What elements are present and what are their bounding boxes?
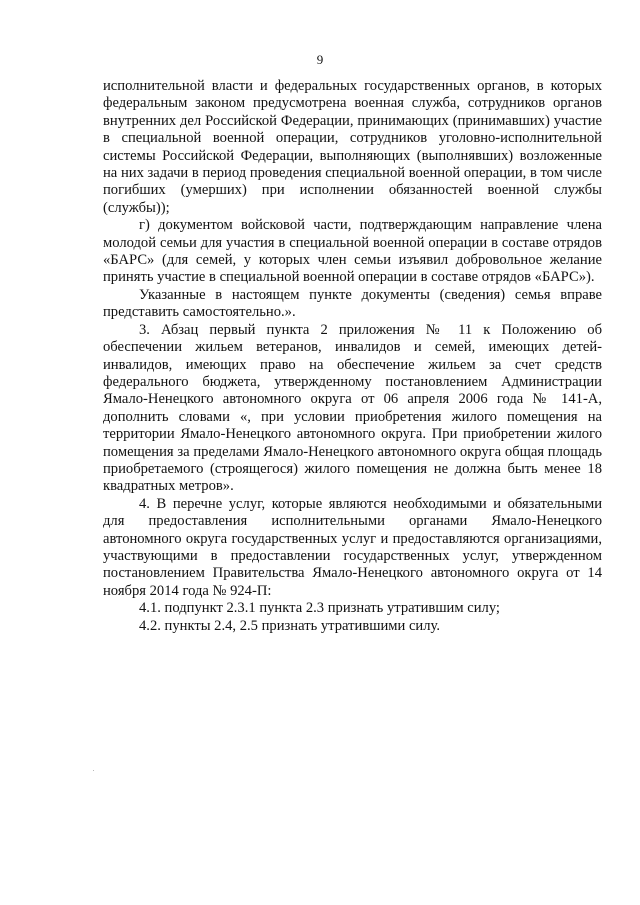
paragraph-item-4-2: 4.2. пункты 2.4, 2.5 признать утратившими силу. — [139, 617, 441, 634]
paragraph-item-3: 3. Абзац первый пункта 2 приложения № 11 к Положению об обеспечении жильем ветеранов, инвалидов и семей, имеющих детей-инвалидов, имеющих право на обеспечение жильем за счет средств федерального бюджета, утвержденному постановлением Администрации Ямало-Ненецкого автономного округа от 06 апреля 2006 года № 141-А, дополнить словами «, при условии приобретения жилого помещения на территории Ямало-Ненецкого автономного округа. При приобретении жилого помещения за пределами Ямало-Ненецкого автономного округа общая площадь приобретаемого (строящегося) жилого помещения не должна быть менее 18 квадратных метров». — [103, 321, 602, 495]
paragraph-continuation: исполнительной власти и федеральных государственных органов, в которых федеральным законом предусмотрена военная служба, сотрудников органов внутренних дел Российской Федерации, принимающих (принимавших) участие в специальной военной операции, сотрудников уголовно-исполнительной системы Российской Федерации, выполняющих (выполнявших) возложенные на них задачи в период проведения специальной военной операции, в том числе погибших (умерших) при исполнении обязанностей военной службы (службы)); — [103, 78, 602, 216]
scan-speck — [93, 770, 94, 771]
page-number: 9 — [316, 52, 324, 67]
paragraph-item-4: 4. В перечне услуг, которые являются необходимыми и обязательными для предоставления исполнительными органами Ямало-Ненецкого автономного округа государственных услуг и предоставляются организациями, участвующими в предоставлении государственных услуг, утвержденном постановлением Правительства Ямало-Ненецкого автономного округа от 14 ноября 2014 года № 924-П: — [103, 495, 602, 599]
paragraph-item-g: г) документом войсковой части, подтверждающим направление члена молодой семьи для участия в специальной военной операции в составе отрядов «БАРС» (для семей, у которых член семьи изъявил добровольное желание принять участие в специальной военной операции в составе отрядов «БАРС»). — [103, 217, 602, 286]
paragraph-item-4-1: 4.1. подпункт 2.3.1 пункта 2.3 признать утратившим силу; — [139, 600, 500, 617]
document-body — [103, 78, 602, 635]
paragraph-documents-note: Указанные в настоящем пункте документы (сведения) семья вправе представить самостоятельно.». — [103, 286, 602, 321]
